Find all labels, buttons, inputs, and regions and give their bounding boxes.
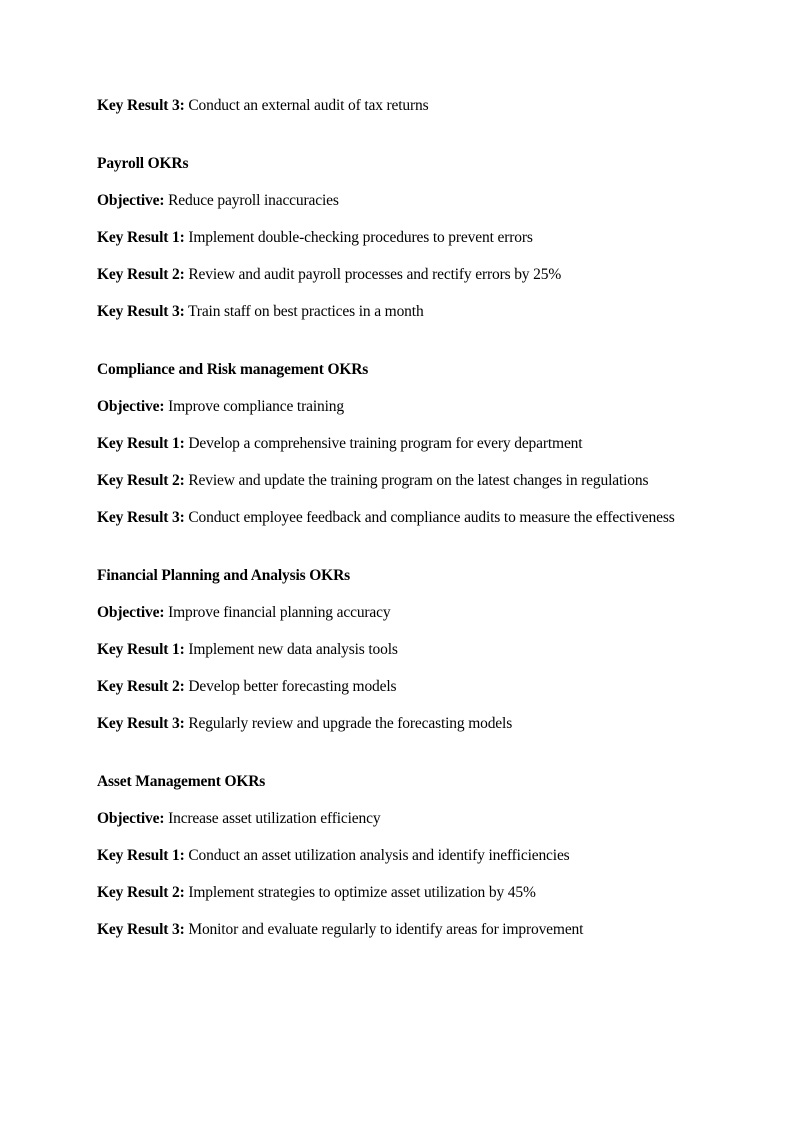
key-result-2 — [97, 471, 697, 491]
key-result-text: Conduct employee feedback and compliance audits to measure the effectiveness — [184, 509, 675, 526]
section-payroll — [97, 154, 697, 322]
key-result-label: Key Result 2: — [97, 884, 185, 901]
key-result-label: Key Result 3: — [97, 715, 185, 732]
key-result-label: Key Result 1: — [97, 641, 185, 658]
section-compliance-risk — [97, 360, 697, 528]
key-result-text: Develop better forecasting models — [184, 678, 397, 695]
key-result-label: Key Result 3: — [97, 921, 185, 938]
key-result-label: Key Result 1: — [97, 229, 185, 246]
key-result-label: Key Result 3: — [97, 509, 185, 526]
key-result-3 — [97, 920, 697, 940]
key-result-label: Key Result 2: — [97, 472, 185, 489]
key-result-label: Key Result 2: — [97, 678, 185, 695]
objective-text: Improve financial planning accuracy — [164, 604, 391, 621]
key-result-2 — [97, 677, 697, 697]
objective-text: Improve compliance training — [164, 398, 344, 415]
key-result-text: Review and update the training program on the latest changes in regulations — [184, 472, 649, 489]
key-result-1 — [97, 228, 697, 248]
key-result-label: Key Result 1: — [97, 435, 185, 452]
section-heading: Financial Planning and Analysis OKRs — [97, 567, 351, 584]
section-heading: Payroll OKRs — [97, 155, 189, 172]
key-result-2 — [97, 265, 697, 285]
objective — [97, 191, 697, 211]
key-result-text: Train staff on best practices in a month — [184, 303, 424, 320]
objective — [97, 809, 697, 829]
key-result-text: Conduct an external audit of tax returns — [184, 97, 429, 114]
objective-label: Objective: — [97, 604, 165, 621]
objective-text: Increase asset utilization efficiency — [164, 810, 381, 827]
key-result-text: Develop a comprehensive training program for every department — [184, 435, 583, 452]
key-result-text: Implement double-checking procedures to prevent errors — [184, 229, 533, 246]
key-result-1 — [97, 846, 697, 866]
key-result-3 — [97, 714, 697, 734]
objective-label: Objective: — [97, 810, 165, 827]
key-result-text: Implement strategies to optimize asset utilization by 45% — [184, 884, 536, 901]
key-result-1 — [97, 640, 697, 660]
section-heading: Compliance and Risk management OKRs — [97, 361, 369, 378]
key-result-text: Conduct an asset utilization analysis and identify inefficiencies — [184, 847, 570, 864]
key-result-text: Regularly review and upgrade the forecasting models — [184, 715, 513, 732]
objective-text: Reduce payroll inaccuracies — [164, 192, 339, 209]
objective-label: Objective: — [97, 398, 165, 415]
section-financial-planning — [97, 566, 697, 734]
objective — [97, 397, 697, 417]
key-result-label: Key Result 1: — [97, 847, 185, 864]
objective — [97, 603, 697, 623]
objective-label: Objective: — [97, 192, 165, 209]
key-result-text: Implement new data analysis tools — [184, 641, 398, 658]
key-result-label: Key Result 3: — [97, 303, 185, 320]
key-result-1 — [97, 434, 697, 454]
key-result-text: Monitor and evaluate regularly to identify areas for improvement — [184, 921, 584, 938]
section-asset-management — [97, 772, 697, 940]
section-heading: Asset Management OKRs — [97, 773, 266, 790]
key-result-text: Review and audit payroll processes and rectify errors by 25% — [184, 266, 562, 283]
key-result-2 — [97, 883, 697, 903]
key-result-3 — [97, 302, 697, 322]
key-result-label: Key Result 2: — [97, 266, 185, 283]
intro-key-result-3 — [97, 96, 697, 116]
key-result-label: Key Result 3: — [97, 97, 185, 114]
key-result-3 — [97, 508, 697, 528]
document-page — [97, 96, 697, 957]
